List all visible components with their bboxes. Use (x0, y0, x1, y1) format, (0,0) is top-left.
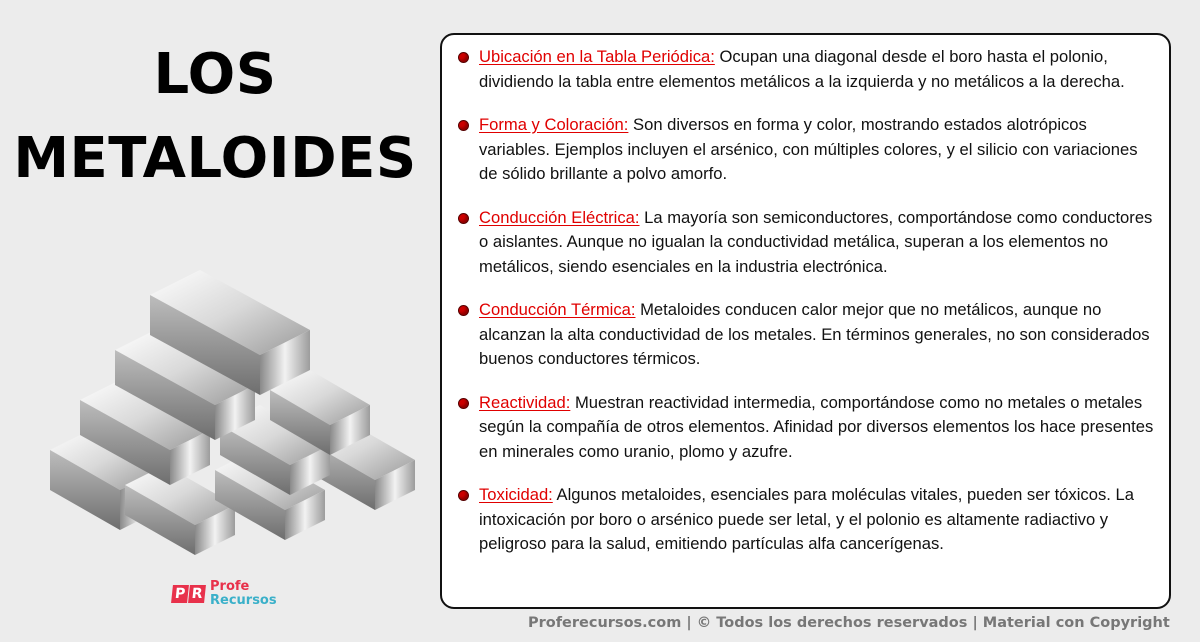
logo-letter-p: P (171, 585, 189, 603)
item-body: La mayoría son semiconductores, comportándose como conductores o aislantes. Aunque no igualan la conductividad metálica, superan a los elementos no metálicos, siendo esenciales en la industria electrónica. (479, 207, 1153, 276)
properties-panel (440, 33, 1171, 609)
item-heading: Reactividad: (479, 392, 571, 412)
list-item (458, 391, 1155, 465)
copyright-footer: Proferecursos.com | © Todos los derechos reservados | Material con Copyright (528, 615, 1170, 631)
bullet-icon (458, 213, 469, 224)
item-body: Ocupan una diagonal desde el boro hasta el polonio, dividiendo la tabla entre elementos metálicos a la izquierda y no metálicos a la derecha. (479, 47, 1125, 91)
profe-recursos-logo (172, 580, 277, 608)
metal-ingots-illustration (40, 260, 440, 560)
item-body: Son diversos en forma y color, mostrando estados alotrópicos variables. Ejemplos incluyen el arsénico, con múltiples colores, y el silicio con variaciones de sólido brillante a polvo amorfo. (479, 115, 1138, 183)
list-item (458, 483, 1155, 557)
page-title-line2: METALOIDES (13, 126, 417, 191)
item-heading: Conducción Eléctrica: (479, 207, 640, 227)
bullet-icon (458, 52, 469, 63)
list-item (458, 206, 1155, 280)
logo-wordmark (210, 580, 277, 608)
item-body: Muestran reactividad intermedia, comportándose como no metales o metales según la compañía de otros elementos. Afinidad por diversos elementos los hace presentes en minerales como uranio, plomo y azufre. (479, 392, 1154, 461)
item-text (479, 391, 1155, 465)
list-item (458, 113, 1155, 187)
logo-letter-r: R (188, 585, 206, 603)
item-text (479, 483, 1155, 557)
item-body: Metaloides conducen calor mejor que no metálicos, aunque no alcanzan la alta conductividad de los metales. En términos generales, no son considerados buenos conductores térmicos. (479, 300, 1150, 368)
logo-text-profe: Profe (210, 579, 250, 594)
page-title-line1: LOS (153, 42, 277, 107)
item-text (479, 113, 1155, 187)
item-body: Algunos metaloides, esenciales para moléculas vitales, pueden ser tóxicos. La intoxicación por boro o arsénico puede ser letal, y el polonio es altamente radiactivo y peligroso para la salud, emitiendo partículas alfa cancerígenas. (479, 485, 1134, 553)
list-item (458, 45, 1155, 94)
item-heading: Forma y Coloración: (479, 115, 629, 134)
bullet-icon (458, 490, 469, 501)
item-text (479, 298, 1155, 372)
bullet-icon (458, 120, 469, 131)
bullet-icon (458, 398, 469, 409)
item-text (479, 45, 1155, 94)
item-heading: Conducción Térmica: (479, 300, 636, 319)
item-heading: Toxicidad: (479, 485, 553, 504)
bullet-icon (458, 305, 469, 316)
logo-text-recursos: Recursos (210, 593, 277, 608)
item-text (479, 206, 1155, 280)
item-heading: Ubicación en la Tabla Periódica: (479, 47, 715, 66)
list-item (458, 298, 1155, 372)
